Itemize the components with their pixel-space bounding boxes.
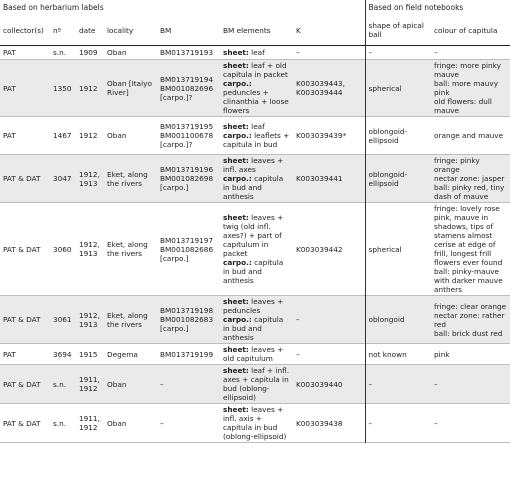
cell-locality: Oban bbox=[107, 48, 127, 57]
element-label: sheet: bbox=[223, 405, 249, 414]
cell-number: s.n. bbox=[53, 48, 67, 57]
element-text: leaves + peduncles bbox=[223, 297, 284, 315]
element-label: sheet: bbox=[223, 366, 249, 375]
element-text: leaf + old capitula in packet bbox=[223, 61, 288, 79]
cell-colour bbox=[431, 117, 510, 155]
table-row bbox=[0, 155, 510, 203]
k-line: K003039442 bbox=[296, 244, 343, 254]
k-line: – bbox=[296, 349, 300, 359]
cell-colour bbox=[431, 296, 510, 344]
k-line: K003039440 bbox=[296, 379, 343, 389]
bm-line: BM001082686 bbox=[160, 244, 214, 254]
col-header-colour: colour of capitula bbox=[431, 15, 510, 46]
cell-collector: PAT & DAT bbox=[3, 174, 41, 183]
k-line: – bbox=[296, 315, 300, 324]
cell-bm-elements bbox=[220, 203, 293, 296]
table-row bbox=[0, 46, 510, 60]
cell-date bbox=[76, 365, 104, 404]
element-label: sheet: bbox=[223, 48, 249, 57]
element-text: capitula in bud and anthesis bbox=[223, 315, 284, 342]
cell-shape: – bbox=[365, 365, 431, 404]
colour-line: ball: pinky-mauve with darker mauve anthers bbox=[434, 267, 503, 294]
bm-line: [carpo.] bbox=[160, 253, 189, 263]
element-entry bbox=[223, 156, 290, 174]
cell-k bbox=[293, 404, 365, 443]
bm-line: BM013719195 bbox=[160, 122, 214, 131]
element-text: leaves + twig (old infl. axes?) + part of capitulum in packet bbox=[223, 213, 284, 258]
cell-colour bbox=[431, 155, 510, 203]
colour-line: ball: brick dust red bbox=[434, 328, 503, 338]
cell-bm bbox=[157, 365, 220, 404]
cell-collector: PAT & DAT bbox=[3, 418, 41, 428]
table-row bbox=[0, 404, 510, 443]
colour-line: ball: more mauvy pink bbox=[434, 79, 499, 97]
bm-line: – bbox=[160, 379, 164, 389]
cell-bm bbox=[157, 296, 220, 344]
bm-line: [carpo.]? bbox=[160, 92, 193, 102]
element-label: sheet: bbox=[223, 156, 249, 165]
cell-bm bbox=[157, 155, 220, 203]
cell-bm-elements bbox=[220, 46, 293, 60]
element-text: peduncles + clinanthia + loose flowers bbox=[223, 88, 289, 115]
element-entry bbox=[223, 297, 290, 315]
element-text: leaves + infl. axes bbox=[223, 156, 284, 174]
col-header-bm: BM bbox=[157, 15, 220, 46]
table-row bbox=[0, 344, 510, 365]
table-row bbox=[0, 117, 510, 155]
element-entry bbox=[223, 61, 290, 79]
cell-bm-elements bbox=[220, 296, 293, 344]
table-row bbox=[0, 365, 510, 404]
bm-line: BM001082698 bbox=[160, 174, 214, 183]
col-header-locality: locality bbox=[104, 15, 157, 46]
element-entry bbox=[223, 345, 290, 363]
colour-line: nectar zone: jasper bbox=[434, 174, 505, 183]
cell-locality: Oban [Itaiyo River] bbox=[107, 79, 152, 97]
col-header-shape: shape of apical ball bbox=[365, 15, 431, 46]
date-line: 1912, bbox=[79, 240, 100, 249]
cell-collector: PAT bbox=[3, 83, 16, 93]
table-row bbox=[0, 203, 510, 296]
k-line: K003039439* bbox=[296, 131, 347, 140]
cell-bm bbox=[157, 344, 220, 365]
colour-line: – bbox=[434, 418, 438, 428]
element-label: carpo.: bbox=[223, 258, 252, 267]
bm-line: BM013719199 bbox=[160, 349, 214, 359]
colour-line: nectar zone: rather red bbox=[434, 310, 505, 329]
cell-number: 1350 bbox=[53, 83, 72, 93]
colour-line: ball: pinky red, tiny dash of mauve bbox=[434, 183, 505, 201]
cell-locality: Oban bbox=[107, 418, 127, 428]
k-line: K003039438 bbox=[296, 418, 343, 428]
col-header-collector: collector(s) bbox=[0, 15, 50, 46]
date-line: 1913 bbox=[79, 249, 98, 258]
element-label: carpo.: bbox=[223, 79, 252, 88]
k-line: – bbox=[296, 48, 300, 57]
bm-line: [carpo.]? bbox=[160, 140, 193, 149]
colour-line: fringe: more pinky mauve bbox=[434, 61, 501, 79]
bm-line: BM013719197 bbox=[160, 235, 214, 245]
cell-date bbox=[76, 117, 104, 155]
cell-shape: spherical bbox=[365, 203, 431, 296]
cell-shape: – bbox=[365, 404, 431, 443]
colour-line: – bbox=[434, 379, 438, 389]
bm-line: BM001100678 bbox=[160, 131, 214, 140]
cell-number: 3060 bbox=[53, 244, 72, 254]
cell-bm-elements bbox=[220, 344, 293, 365]
colour-line: – bbox=[434, 48, 438, 57]
table-row bbox=[0, 60, 510, 117]
cell-shape: spherical bbox=[365, 60, 431, 117]
k-line: K003039441 bbox=[296, 174, 343, 183]
cell-number: 1467 bbox=[53, 131, 72, 140]
element-entry bbox=[223, 258, 290, 285]
colour-line: old flowers: dull mauve bbox=[434, 97, 492, 115]
element-text: leaflets + capitula in bud bbox=[223, 131, 290, 149]
cell-bm-elements bbox=[220, 155, 293, 203]
element-entry bbox=[223, 405, 290, 441]
cell-k bbox=[293, 344, 365, 365]
colour-line: orange and mauve bbox=[434, 131, 504, 140]
cell-k bbox=[293, 46, 365, 60]
element-label: sheet: bbox=[223, 61, 249, 70]
cell-date bbox=[76, 203, 104, 296]
cell-number: s.n. bbox=[53, 418, 67, 428]
group-header-row bbox=[0, 0, 510, 15]
element-entry bbox=[223, 174, 290, 201]
date-line: 1913 bbox=[79, 178, 98, 188]
col-header-number: nº bbox=[50, 15, 76, 46]
col-header-bm-elements: BM elements bbox=[220, 15, 293, 46]
cell-colour bbox=[431, 344, 510, 365]
cell-bm bbox=[157, 117, 220, 155]
cell-collector: PAT & DAT bbox=[3, 379, 41, 389]
date-line: 1911, bbox=[79, 375, 100, 384]
k-line: K003039443, bbox=[296, 79, 345, 88]
cell-shape: oblongoid-ellipsoid bbox=[365, 117, 431, 155]
date-line: 1912 bbox=[79, 423, 98, 432]
cell-colour bbox=[431, 203, 510, 296]
cell-date bbox=[76, 296, 104, 344]
bm-line: BM001082696 bbox=[160, 83, 214, 93]
group-header-field-notebooks: Based on field notebooks bbox=[365, 0, 510, 15]
element-entry bbox=[223, 315, 290, 342]
cell-shape: – bbox=[365, 46, 431, 60]
cell-k bbox=[293, 60, 365, 117]
bm-line: BM001082683 bbox=[160, 315, 214, 324]
bm-line: [carpo.] bbox=[160, 324, 189, 333]
bm-line: BM013719194 bbox=[160, 74, 214, 84]
element-label: sheet: bbox=[223, 297, 249, 306]
colour-line: pink bbox=[434, 349, 450, 359]
cell-collector: PAT bbox=[3, 131, 16, 140]
date-line: 1911, bbox=[79, 414, 100, 423]
cell-date bbox=[76, 404, 104, 443]
cell-colour bbox=[431, 46, 510, 60]
cell-bm bbox=[157, 404, 220, 443]
cell-collector: PAT bbox=[3, 48, 16, 57]
colour-line: fringe: lovely rose pink, mauve in shadows, tips of stamens almost cerise at edge of frill, longest frill flowers ever found bbox=[434, 204, 503, 267]
element-label: carpo.: bbox=[223, 174, 252, 183]
element-text: leaf bbox=[248, 122, 265, 131]
cell-locality: Eket, along the rivers bbox=[107, 310, 148, 329]
cell-k bbox=[293, 365, 365, 404]
cell-collector: PAT & DAT bbox=[3, 315, 41, 324]
cell-locality: Eket, along the rivers bbox=[107, 240, 148, 258]
cell-number: 3047 bbox=[53, 174, 72, 183]
cell-bm bbox=[157, 203, 220, 296]
element-entry bbox=[223, 131, 290, 149]
cell-k bbox=[293, 296, 365, 344]
cell-colour bbox=[431, 404, 510, 443]
table-body bbox=[0, 46, 510, 443]
element-entry bbox=[223, 122, 290, 131]
cell-bm bbox=[157, 60, 220, 117]
bm-line: BM013719198 bbox=[160, 306, 214, 315]
element-entry bbox=[223, 213, 290, 258]
date-line: 1915 bbox=[79, 349, 98, 359]
k-line: K003039444 bbox=[296, 88, 343, 97]
element-text: leaf bbox=[248, 48, 265, 57]
element-label: sheet: bbox=[223, 345, 249, 354]
cell-colour bbox=[431, 365, 510, 404]
column-header-row bbox=[0, 15, 510, 46]
cell-k bbox=[293, 155, 365, 203]
element-label: sheet: bbox=[223, 122, 249, 131]
cell-shape: oblongoid-ellipsoid bbox=[365, 155, 431, 203]
element-text: capitula in bud and anthesis bbox=[223, 258, 284, 285]
date-line: 1912 bbox=[79, 131, 98, 140]
cell-bm bbox=[157, 46, 220, 60]
cell-collector: PAT & DAT bbox=[3, 244, 41, 254]
cell-bm-elements bbox=[220, 60, 293, 117]
date-line: 1912 bbox=[79, 83, 98, 93]
cell-locality: Oban bbox=[107, 379, 127, 389]
date-line: 1912, bbox=[79, 169, 100, 179]
cell-shape: not known bbox=[365, 344, 431, 365]
element-label: sheet: bbox=[223, 213, 249, 222]
cell-k bbox=[293, 117, 365, 155]
table-row bbox=[0, 296, 510, 344]
element-text: leaf + infl. axes + capitula in bud (oblong-ellipsoid) bbox=[223, 366, 290, 402]
colour-line: fringe: pinky orange bbox=[434, 156, 480, 174]
col-header-date: date bbox=[76, 15, 104, 46]
cell-shape: oblongoid bbox=[365, 296, 431, 344]
element-entry bbox=[223, 79, 290, 115]
cell-date bbox=[76, 155, 104, 203]
cell-locality: Oban bbox=[107, 131, 127, 140]
date-line: 1912 bbox=[79, 384, 98, 393]
cell-bm-elements bbox=[220, 404, 293, 443]
bm-line: [carpo.] bbox=[160, 183, 189, 192]
date-line: 1909 bbox=[79, 48, 98, 57]
element-text: capitula in bud and anthesis bbox=[223, 174, 284, 201]
cell-date bbox=[76, 344, 104, 365]
cell-bm-elements bbox=[220, 365, 293, 404]
cell-locality: Degema bbox=[107, 349, 138, 359]
date-line: 1913 bbox=[79, 319, 98, 329]
colour-line: fringe: clear orange bbox=[434, 301, 507, 311]
cell-number: 3061 bbox=[53, 315, 72, 324]
cell-number: 3694 bbox=[53, 349, 72, 359]
bm-line: BM013719193 bbox=[160, 48, 214, 57]
element-text: leaves + old capitulum bbox=[223, 345, 284, 363]
col-header-k: K bbox=[293, 15, 365, 46]
element-label: carpo.: bbox=[223, 131, 252, 140]
bm-line: BM013719196 bbox=[160, 165, 214, 174]
cell-collector: PAT bbox=[3, 349, 16, 359]
cell-number: s.n. bbox=[53, 379, 67, 389]
cell-bm-elements bbox=[220, 117, 293, 155]
element-entry bbox=[223, 366, 290, 402]
element-text: leaves + infl. axis + capitula in bud (oblong-ellipsoid) bbox=[223, 405, 287, 441]
bm-line: – bbox=[160, 418, 164, 428]
cell-locality: Eket, along the rivers bbox=[107, 169, 148, 188]
group-header-herbarium: Based on herbarium labels bbox=[0, 0, 365, 15]
date-line: 1912, bbox=[79, 310, 100, 320]
element-label: carpo.: bbox=[223, 315, 252, 324]
cell-colour bbox=[431, 60, 510, 117]
cell-date bbox=[76, 46, 104, 60]
cell-k bbox=[293, 203, 365, 296]
element-entry bbox=[223, 48, 290, 57]
cell-date bbox=[76, 60, 104, 117]
